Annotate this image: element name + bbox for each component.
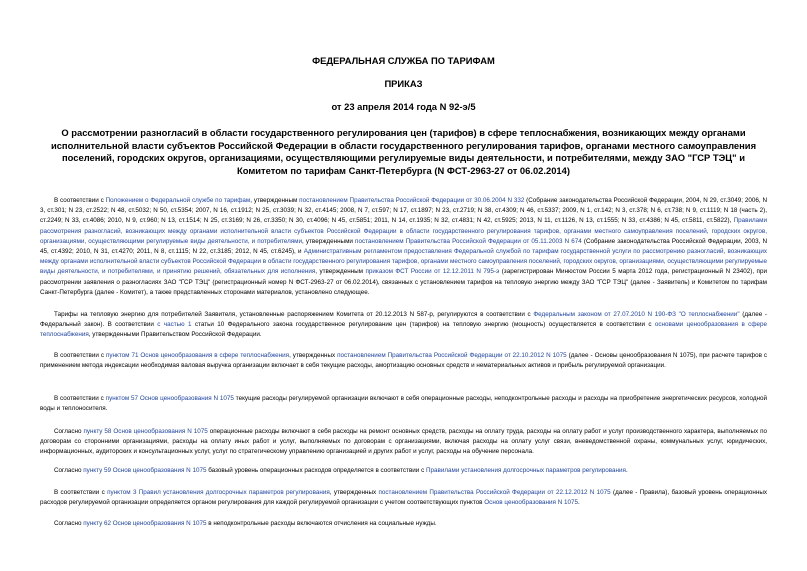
text: В соответствии с: [54, 352, 106, 359]
text: Тарифы на тепловую энергию для потребителей Заявителя, установленные распоряжением Комитета от 20.12.2013 N 587-р, регулируются в соответствии с: [54, 311, 534, 318]
link-decree-674[interactable]: постановлением Правительства Российской Федерации от 05.11.2003 N 674: [355, 237, 582, 245]
text: в неподконтрольные расходы включаются отчисления на социальные нужды.: [206, 520, 437, 527]
paragraph-2: [40, 310, 767, 341]
document-kind: ПРИКАЗ: [384, 78, 423, 89]
document-subject: О рассмотрении разногласий в области государственного регулирования цен (тарифов) в сфере теплоснабжения, возникающих между органами исполнительной власти субъектов Российской Федерации в области государственного регулирования тарифов, органами местного самоуправления поселений, городских округов, организациями, осуществляющими регулируемые виды деятельности, и потребителями, между ЗАО "ГСР ТЭЦ" и Комитетом по тарифам Санкт-Петербурга (N ФСТ-2963-27 от 06.02.2014): [50, 127, 757, 176]
link-item-3-rules[interactable]: пунктом 3 Правил установления долгосрочных параметров регулирования: [107, 489, 330, 496]
text: .: [625, 467, 628, 474]
link-long-term-rules[interactable]: Правилами установления долгосрочных параметров регулирования: [425, 467, 626, 474]
text: базовый уровень операционных расходов определяется в соответствии с: [206, 467, 426, 474]
text: , утвержденных: [289, 352, 338, 359]
text: (зарегистрирован Минюстом России 5 марта 2012 года, регистрационный N 23402), при рассмотрении заявления о разногласиях ЗАО "ГСР ТЭЦ" (регистрационный номер N ФСТ-2963-27 от 06.02.2014), связанных с установлением тарифов на тепловую энергию между ЗАО "ГСР ТЭЦ" (далее - Заявитель) и Комитетом по тарифам Санкт-Петербурга (далее - Комитет), а также представленных сторонами материалов, установлено следующее.: [40, 268, 767, 296]
link-order-795[interactable]: приказом ФСТ России от 12.12.2011 N 795-э: [365, 268, 500, 276]
text: (далее - Федеральный закон). В соответствии: [40, 311, 767, 329]
text: статьи 10 Федерального закона государственное регулирование цен (тарифов) на тепловую энергию (мощность) осуществляется в соответствии с: [191, 321, 655, 329]
link-pricing-basics-1075[interactable]: Основ ценообразования N 1075: [484, 499, 579, 507]
paragraph-1: [40, 196, 767, 298]
text: В соответствии с: [54, 489, 108, 496]
agency-title: ФЕДЕРАЛЬНАЯ СЛУЖБА ПО ТАРИФАМ: [312, 55, 495, 66]
text: (далее - Правила), базовый уровень операционных расходов регулируемой организации определяется органом регулирования для каждой регулируемой организации с учетом соответствующих пунктов: [40, 489, 768, 507]
link-decree-1075-2012[interactable]: постановлением Правительства Российской Федерации от 22.12.2012 N 1075: [378, 489, 611, 496]
document-date: от 23 апреля 2014 года N 92-э/5: [331, 101, 476, 112]
text: , утвержденных: [329, 489, 379, 496]
paragraph-5: [40, 427, 767, 458]
text: текущие расходы регулируемой организации включают в себя операционные расходы, неподконтрольные расходы и расходы на приобретение энергетических ресурсов, холодной воды и теплоносителя.: [40, 395, 768, 413]
link-part-1[interactable]: с частью 1: [157, 321, 192, 329]
text: В соответствии с: [54, 197, 106, 204]
text: Согласно: [54, 467, 84, 474]
link-item-71[interactable]: пунктом 71 Основ ценообразования в сфере теплоснабжения: [105, 352, 290, 359]
link-dispute-rules[interactable]: Правилами рассмотрения разногласий, возникающих между органами исполнительной власти субъектов Российской Федерации в области государственного регулирования тарифов, органами местного самоуправления поселений, городских округов, организациями, осуществляющими регулируемые виды деятельности, и потребителями: [40, 217, 767, 245]
link-pricing-basics[interactable]: основами ценообразования в сфере теплоснабжения: [40, 321, 768, 339]
text: операционные расходы включают в себя расходы на ремонт основных средств, расходы на оплату труда, расходы на оплату работ и услуг производственного характера, выполняемых по договорам со сторонними организациями, расходы на оплату иных работ и услуг, выполняемых по договорам с организациями, включая расходы на оплату услуг связи, вневедомственной охраны, коммунальных услуг, юридических, информационных, аудиторских и консультационных услуг, услуг по стратегическому управлению организацией и других работ и услуг, расходы на обучение персонала.: [40, 428, 767, 456]
link-decree-1075[interactable]: постановлением Правительства Российской Федерации от 22.10.2012 N 1075: [337, 352, 567, 359]
text: (Собрание законодательства Российской Федерации, 2003, N 45, ст.4392; 2010, N 31, ст.4270; 2011, N 8, ст.1115; N 22, ст.3185; 2012, N 45, ст.6245), и: [40, 237, 767, 256]
link-regulation-fst[interactable]: Положением о Федеральной службе по тарифам: [105, 197, 251, 204]
link-admin-regulation[interactable]: Административным регламентом предоставления Федеральной службой по тарифам государственной услуги по рассмотрению разногласий, возникающих между органами исполнительной власти субъектов Российской Федерации в области государственного регулирования тарифов, органами местного самоуправления поселений, городских округов, организациями, осуществляющими регулируемые виды деятельности, и потребителями, и принятию решений, обязательных для исполнения: [40, 248, 767, 276]
text: В соответствии с: [54, 395, 106, 402]
text: .: [578, 499, 580, 507]
text: (далее - Основы ценообразования N 1075), при расчете тарифов с применением метода индексации необходимая валовая выручка организации включает в себя текущие расходы, амортизацию основных средств и нематериальных активов и прибыль регулируемой организации.: [40, 352, 768, 370]
link-item-59[interactable]: пункту 59 Основ ценообразования N 1075: [83, 467, 207, 474]
text: , утвержденным: [315, 268, 366, 276]
paragraph-6: [40, 466, 767, 476]
link-law-190[interactable]: Федеральным законом от 27.07.2010 N 190-ФЗ "О теплоснабжении": [533, 311, 740, 318]
text: , утвержденными Правительством Российской Федерации.: [88, 331, 262, 339]
link-item-57[interactable]: пунктом 57 Основ ценообразования N 1075: [105, 395, 234, 402]
text: , утвержденным: [250, 197, 300, 204]
text: , утвержденными: [302, 237, 356, 245]
link-item-62[interactable]: пункту 62 Основ ценообразования N 1075: [83, 520, 207, 527]
text: (Собрание законодательства Российской Федерации, 2004, N 29, ст.3049; 2006, N 3, ст.301; N 23, ст.2522; N 48, ст.5032; N 50, ст.5354; 2007, N 16, ст.1912; N 25, ст.3039; N 32, ст.4145; 2008, N 7, ст.597; N 17, ст.1897; N 23, ст.2719; N 38, ст.4309; N 46, ст.5337; 2009, N 1, ст.142; N 3, ст.378; N 6, ст.738; N 9, ст.1119; N 18 (часть 2), ст.2249; N 33, ст.4086; 2010, N 9, ст.960; N 13, ст.1514; N 25, ст.3169; N 26, ст.3350; N 30, ст.4096; N 45, ст.5851; 2011, N 14, ст.1935; N 32, ст.4831; N 42, ст.5925; 2013, N 11, ст.1126, N 13, ст.1555; N 33, ст.4386; N 45, ст.5811, ст.5822),: [40, 197, 767, 225]
link-decree-332[interactable]: постановлением Правительства Российской Федерации от 30.06.2004 N 332: [299, 197, 525, 204]
text: Согласно: [54, 520, 84, 527]
link-item-58[interactable]: пункту 58 Основ ценообразования N 1075: [83, 428, 208, 435]
paragraph-3: [40, 351, 767, 371]
paragraph-4: [40, 394, 767, 414]
text: Согласно: [54, 428, 84, 435]
paragraph-8: [40, 519, 767, 529]
paragraph-7: [40, 488, 767, 508]
